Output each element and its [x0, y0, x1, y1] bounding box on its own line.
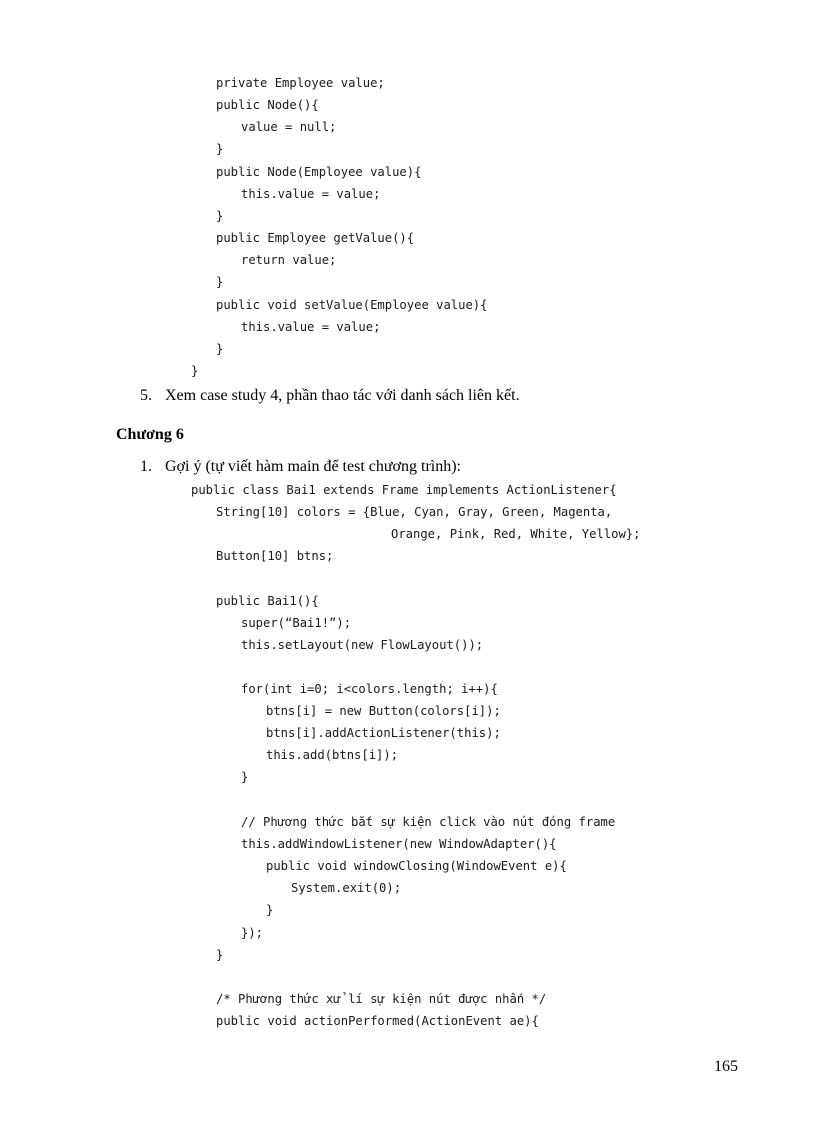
code-line: }	[216, 275, 224, 289]
chapter-heading: Chương 6	[116, 426, 184, 443]
code-line: String[10] colors = {Blue, Cyan, Gray, Green, Magenta,	[216, 505, 613, 519]
code-line: }	[216, 209, 224, 223]
code-line: Button[10] btns;	[216, 549, 334, 563]
list-number: 1.	[140, 458, 152, 475]
code-line: this.addWindowListener(new WindowAdapter(){	[241, 837, 557, 851]
code-line: this.setLayout(new FlowLayout());	[241, 638, 484, 652]
code-line: }	[216, 342, 224, 356]
code-line: public Bai1(){	[216, 594, 319, 608]
code-line: btns[i] = new Button(colors[i]);	[266, 704, 501, 718]
code-line: this.value = value;	[241, 320, 381, 334]
code-line: super(“Bai1!”);	[241, 616, 352, 630]
code-line: private Employee value;	[216, 76, 385, 90]
code-line: this.value = value;	[241, 187, 381, 201]
code-line: }	[216, 948, 224, 962]
code-line: return value;	[241, 253, 337, 267]
code-line: btns[i].addActionListener(this);	[266, 726, 501, 740]
code-line: /* Phương thức xử lí sự kiện nút được nhấn */	[216, 992, 547, 1006]
code-line: // Phương thức bắt sự kiện click vào nút đóng frame	[241, 815, 616, 829]
page-number: 165	[714, 1058, 738, 1075]
code-line: });	[241, 926, 264, 940]
code-line: System.exit(0);	[291, 881, 402, 895]
list-item-text: Gợi ý (tự viết hàm main để test chương trình):	[165, 458, 461, 475]
code-line: public Node(){	[216, 98, 319, 112]
list-number: 5.	[140, 387, 152, 404]
code-line: }	[241, 770, 249, 784]
code-line: public Node(Employee value){	[216, 165, 422, 179]
code-line: }	[191, 364, 199, 378]
code-line: value = null;	[241, 120, 337, 134]
code-line: public Employee getValue(){	[216, 231, 415, 245]
code-line: public void windowClosing(WindowEvent e){	[266, 859, 567, 873]
code-line: for(int i=0; i<colors.length; i++){	[241, 682, 498, 696]
code-line: }	[216, 142, 224, 156]
code-line: public class Bai1 extends Frame implements ActionListener{	[191, 483, 617, 497]
code-line: Orange, Pink, Red, White, Yellow};	[391, 527, 641, 541]
code-line: }	[266, 903, 274, 917]
code-line: public void setValue(Employee value){	[216, 298, 488, 312]
code-line: public void actionPerformed(ActionEvent ae){	[216, 1014, 539, 1028]
list-item-text: Xem case study 4, phần thao tác với danh sách liên kết.	[165, 387, 520, 404]
code-line: this.add(btns[i]);	[266, 748, 399, 762]
